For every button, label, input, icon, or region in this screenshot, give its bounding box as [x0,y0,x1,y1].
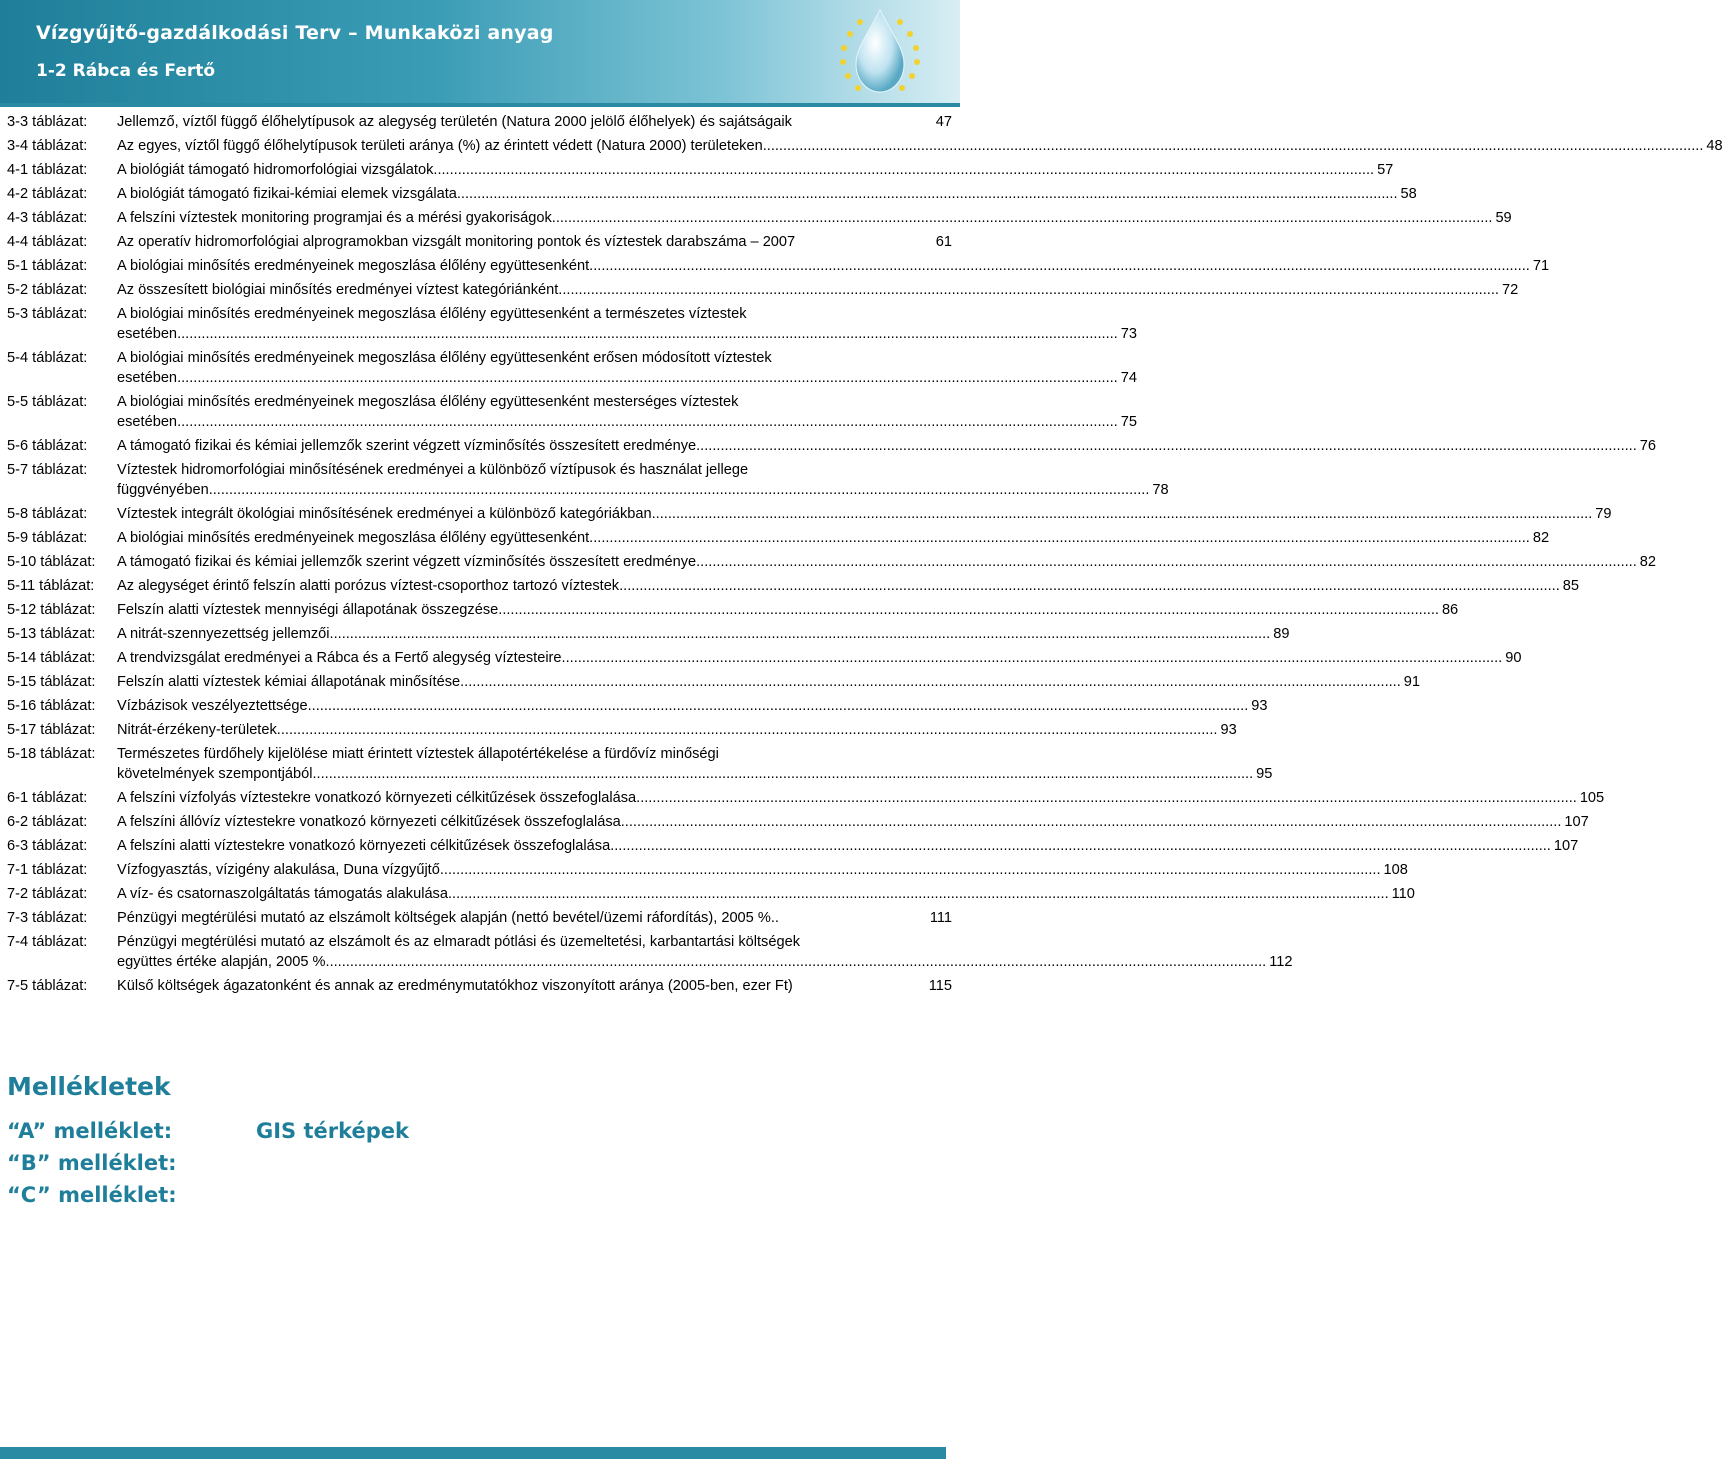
toc-page-number: 47 [935,114,952,130]
toc-table-number: 5-9 táblázat: [7,530,88,546]
toc-entry [117,256,1549,276]
toc-entry [117,576,1579,596]
toc-table-number: 3-3 táblázat: [7,114,88,130]
toc-entry-title: Felszín alatti víztestek kémiai állapotának minősítése [117,674,461,690]
toc-row[interactable] [0,112,960,136]
toc-page-number: 82 [1639,554,1657,570]
toc-leader-dots [313,764,1254,784]
toc-page-number: 105 [1579,790,1605,806]
toc-table-number: 5-8 táblázat: [7,506,88,522]
toc-table-number: 5-2 táblázat: [7,282,88,298]
toc-row[interactable] [0,528,1550,552]
toc-entry [117,720,1237,740]
toc-entry-title-continued: követelmények szempontjából [117,766,313,782]
document-subtitle: 1-2 Rábca és Fertő [36,61,216,81]
toc-table-number: 4-3 táblázat: [7,210,88,226]
toc-table-number: 7-2 táblázat: [7,886,88,902]
toc-table-number: 7-5 táblázat: [7,978,88,994]
toc-page-number: 76 [1639,438,1657,454]
toc-entry [117,304,1137,344]
toc-leader-dots [277,720,1218,740]
toc-leader-dots [308,696,1249,716]
toc-entry-title: Víztestek integrált ökológiai minősítésének eredményei a különböző kategóriákban [117,506,652,522]
toc-page-number: 48 [1706,138,1723,154]
toc-entry-title: Pénzügyi megtérülési mutató az elszámolt és az elmaradt pótlási és üzemeltetési, karbantartási költségek [117,934,800,950]
toc-entry [117,648,1521,668]
annex-a-label: “A” melléklet: [7,1119,173,1143]
toc-entry [117,552,1656,572]
toc-table-number: 4-2 táblázat: [7,186,88,202]
annex-heading: Mellékletek [7,1072,171,1101]
toc-entry-title: Külső költségek ágazatonként és annak az eredménymutatókhoz viszonyított aránya (2005-ben, ezer Ft) [117,978,793,994]
toc-entry-title: Jellemző, víztől függő élőhelytípusok az alegység területén (Natura 2000 jelölő élőhelyek) és sajátságaik [117,114,792,130]
toc-leader-dots [562,648,1503,668]
toc-table-number: 7-1 táblázat: [7,862,88,878]
toc-leader-dots [460,672,1401,692]
toc-entry [117,436,1656,456]
toc-page-number: 93 [1220,722,1237,738]
toc-page-number: 90 [1505,650,1522,666]
toc-page-number: 111 [929,910,952,926]
toc-page-number: 59 [1495,210,1512,226]
toc-entry [117,600,1458,620]
toc-page-number: 112 [1269,954,1293,970]
toc-row[interactable] [0,860,1408,884]
toc-entry [117,232,952,252]
toc-entry-title: Az alegységet érintő felszín alatti porózus víztest-csoporthoz tartozó víztestek [117,578,620,594]
toc-leader-dots [589,256,1530,276]
toc-entry [117,976,952,996]
toc-page-number: 75 [1120,414,1137,430]
toc-entry [117,112,952,132]
toc-table-number: 6-3 táblázat: [7,838,88,854]
toc-row[interactable] [0,504,1612,528]
toc-table-number: 5-14 táblázat: [7,650,96,666]
toc-leader-dots [433,160,1374,180]
toc-leader-dots [498,600,1439,620]
toc-entry [117,136,1723,156]
toc-row[interactable] [0,836,1579,860]
toc-entry-title-continued: esetében [117,370,178,386]
toc-entry [117,884,1415,904]
toc-table-number: 5-18 táblázat: [7,746,96,762]
toc-entry-title: A biológiai minősítés eredményeinek megoszlása élőlény együttesenként [117,530,590,546]
toc-row[interactable] [0,160,1394,184]
toc-table-number: 5-11 táblázat: [7,578,95,594]
toc-page-number: 61 [935,234,952,250]
toc-table-number: 3-4 táblázat: [7,138,88,154]
toc-entry-title: Pénzügyi megtérülési mutató az elszámolt költségek alapján (nettó bevétel/üzemi ráfordítás), 2005 %.. [117,910,779,926]
toc-row[interactable] [0,672,1421,696]
toc-table-number: 7-3 táblázat: [7,910,88,926]
toc-entry [117,672,1420,692]
toc-page-number: 89 [1273,626,1290,642]
toc-entry-title-continued: függvényében [117,482,209,498]
toc-table-number: 4-4 táblázat: [7,234,88,250]
toc-leader-dots [558,280,1499,300]
toc-entry-title: A támogató fizikai és kémiai jellemzők szerint végzett vízminősítés összesített eredménye [117,554,697,570]
toc-entry-title: A trendvizsgálat eredményei a Rábca és a Fertő alegység víztesteire [117,650,562,666]
toc-table-number: 5-16 táblázat: [7,698,96,714]
toc-entry [117,836,1578,856]
toc-leader-dots [326,952,1267,972]
toc-page-number: 71 [1532,258,1550,274]
toc-entry [117,348,1137,388]
toc-entry [117,160,1393,180]
toc-entry [117,788,1604,808]
toc-leader-dots [696,552,1637,572]
toc-table-number: 5-4 táblázat: [7,350,88,366]
toc-leader-dots [457,184,1398,204]
toc-entry [117,908,952,928]
toc-entry-title-continued: együttes értéke alapján, 2005 % [117,954,326,970]
toc-entry [117,504,1612,524]
table-of-tables [0,112,1723,1000]
toc-row[interactable] [0,280,1519,304]
toc-row[interactable] [0,576,1580,600]
toc-entry-title: A víz- és csatornaszolgáltatás támogatás alakulása [117,886,448,902]
toc-page-number: 107 [1564,814,1589,830]
toc-entry-title-continued: esetében [117,414,178,430]
toc-leader-dots [652,504,1593,524]
toc-row[interactable] [0,184,1417,208]
toc-entry [117,392,1137,432]
toc-table-number: 5-13 táblázat: [7,626,96,642]
toc-entry [117,528,1549,548]
toc-row[interactable] [0,232,960,256]
toc-page-number: 86 [1441,602,1459,618]
toc-page-number: 93 [1251,698,1268,714]
toc-leader-dots [177,368,1118,388]
toc-leader-dots [177,412,1118,432]
toc-page-number: 107 [1553,838,1579,854]
header-underline [0,103,960,107]
toc-leader-dots [636,788,1577,808]
toc-row[interactable] [0,976,960,1000]
toc-page-number: 57 [1377,162,1394,178]
toc-leader-dots [330,624,1271,644]
toc-row[interactable] [0,812,1589,836]
toc-leader-dots [440,860,1381,880]
toc-row[interactable] [0,436,1657,460]
toc-entry [117,932,1292,972]
toc-row[interactable] [0,256,1550,280]
toc-table-number: 5-17 táblázat: [7,722,96,738]
toc-row[interactable] [0,460,1169,504]
toc-page-number: 108 [1383,862,1408,878]
document-header [0,0,960,103]
toc-table-number: 5-10 táblázat: [7,554,96,570]
toc-row[interactable] [0,788,1605,812]
toc-row[interactable] [0,208,1512,232]
toc-row[interactable] [0,648,1522,672]
toc-entry [117,280,1518,300]
toc-leader-dots [763,136,1704,156]
toc-entry-title: Az operatív hidromorfológiai alprogramokban vizsgált monitoring pontok és víztestek darabszáma – 2007 [117,234,796,250]
toc-page-number: 95 [1256,766,1273,782]
toc-row[interactable] [0,552,1657,576]
toc-leader-dots [209,480,1150,500]
toc-entry-title: Vízfogyasztás, vízigény alakulása, Duna vízgyűjtő [117,862,440,878]
toc-leader-dots [552,208,1493,228]
toc-entry-title: A biológiát támogató fizikai-kémiai elemek vizsgálata [117,186,457,202]
toc-table-number: 5-7 táblázat: [7,462,88,478]
toc-entry [117,696,1268,716]
toc-entry-title: Felszín alatti víztestek mennyiségi állapotának összegzése [117,602,499,618]
toc-row[interactable] [0,744,1273,788]
toc-leader-dots [619,576,1560,596]
toc-entry-title: A felszíni vízfolyás víztestekre vonatkozó környezeti célkitűzések összefoglalása [117,790,637,806]
toc-page-number: 74 [1120,370,1137,386]
toc-entry-title: Az egyes, víztől függő élőhelytípusok területi aránya (%) az érintett védett (Natura 2000) területeken [117,138,763,154]
toc-row[interactable] [0,696,1268,720]
toc-page-number: 115 [928,978,952,994]
toc-entry-title: A támogató fizikai és kémiai jellemzők szerint végzett vízminősítés összesített eredménye [117,438,697,454]
toc-leader-dots [610,836,1551,856]
footer-bar [0,1447,946,1459]
toc-table-number: 4-1 táblázat: [7,162,88,178]
toc-entry [117,812,1589,832]
toc-row[interactable] [0,392,1137,436]
toc-entry-title: A felszíni állóvíz víztestekre vonatkozó környezeti célkitűzések összefoglalása [117,814,621,830]
toc-page-number: 72 [1501,282,1519,298]
toc-page-number: 79 [1595,506,1612,522]
toc-entry-title: Víztestek hidromorfológiai minősítésének eredményei a különböző víztípusok és használat jellege [117,462,749,478]
toc-leader-dots [448,884,1389,904]
annex-gis-label: GIS térképek [256,1119,410,1143]
toc-page-number: 85 [1562,578,1580,594]
toc-row[interactable] [0,720,1237,744]
toc-entry-title: Az összesített biológiai minősítés eredményei víztest kategóriánként [117,282,559,298]
toc-entry-title: A biológiai minősítés eredményeinek megoszlása élőlény együttesenként [117,258,590,274]
toc-table-number: 6-1 táblázat: [7,790,88,806]
toc-entry-title: A biológiai minősítés eredményeinek megoszlása élőlény együttesenként erősen módosított víztestek [117,350,772,366]
toc-table-number: 5-5 táblázat: [7,394,88,410]
toc-entry [117,860,1408,880]
toc-page-number: 58 [1400,186,1417,202]
toc-page-number: 78 [1152,482,1169,498]
toc-row[interactable] [0,304,1137,348]
toc-row[interactable] [0,348,1137,392]
toc-table-number: 5-12 táblázat: [7,602,96,618]
toc-row[interactable] [0,600,1459,624]
annex-b-label: “B” melléklet: [7,1151,177,1175]
toc-leader-dots [177,324,1118,344]
toc-entry-title: A felszíni víztestek monitoring programjai és a mérési gyakoriságok [117,210,552,226]
toc-page-number: 91 [1403,674,1421,690]
toc-entry [117,624,1289,644]
toc-page-number: 110 [1391,886,1415,902]
toc-row[interactable] [0,136,1723,160]
toc-table-number: 7-4 táblázat: [7,934,88,950]
toc-page-number: 73 [1120,326,1137,342]
toc-row[interactable] [0,908,960,932]
toc-entry-title: A biológiai minősítés eredményeinek megoszlása élőlény együttesenként a természetes víztestek [117,306,747,322]
toc-page-number: 82 [1532,530,1550,546]
toc-entry [117,184,1417,204]
toc-entry-title: Természetes fürdőhely kijelölése miatt érintett víztestek állapotértékelése a fürdővíz minőségi [117,746,719,762]
toc-table-number: 5-1 táblázat: [7,258,88,274]
toc-entry-title: A felszíni alatti víztestekre vonatkozó környezeti célkitűzések összefoglalása [117,838,611,854]
toc-table-number: 5-6 táblázat: [7,438,88,454]
annex-c-label: “C” melléklet: [7,1183,177,1207]
toc-table-number: 5-3 táblázat: [7,306,88,322]
document-title: Vízgyűjtő-gazdálkodási Terv – Munkaközi anyag [36,22,554,44]
toc-leader-dots [589,528,1530,548]
toc-entry [117,208,1512,228]
toc-row[interactable] [0,932,1293,976]
toc-row[interactable] [0,884,1415,908]
toc-entry-title-continued: esetében [117,326,178,342]
eu-water-drop-logo-icon [810,4,950,100]
toc-table-number: 5-15 táblázat: [7,674,96,690]
toc-entry [117,744,1272,784]
toc-row[interactable] [0,624,1290,648]
toc-entry-title: Nitrát-érzékeny-területek [117,722,277,738]
toc-entry-title: A nitrát-szennyezettség jellemzői [117,626,330,642]
toc-table-number: 6-2 táblázat: [7,814,88,830]
toc-entry-title: A biológiai minősítés eredményeinek megoszlása élőlény együttesenként mesterséges víztestek [117,394,739,410]
toc-leader-dots [696,436,1637,456]
toc-leader-dots [621,812,1562,832]
toc-entry-title: A biológiát támogató hidromorfológiai vizsgálatok [117,162,434,178]
toc-entry [117,460,1169,500]
toc-entry-title: Vízbázisok veszélyeztettsége [117,698,308,714]
